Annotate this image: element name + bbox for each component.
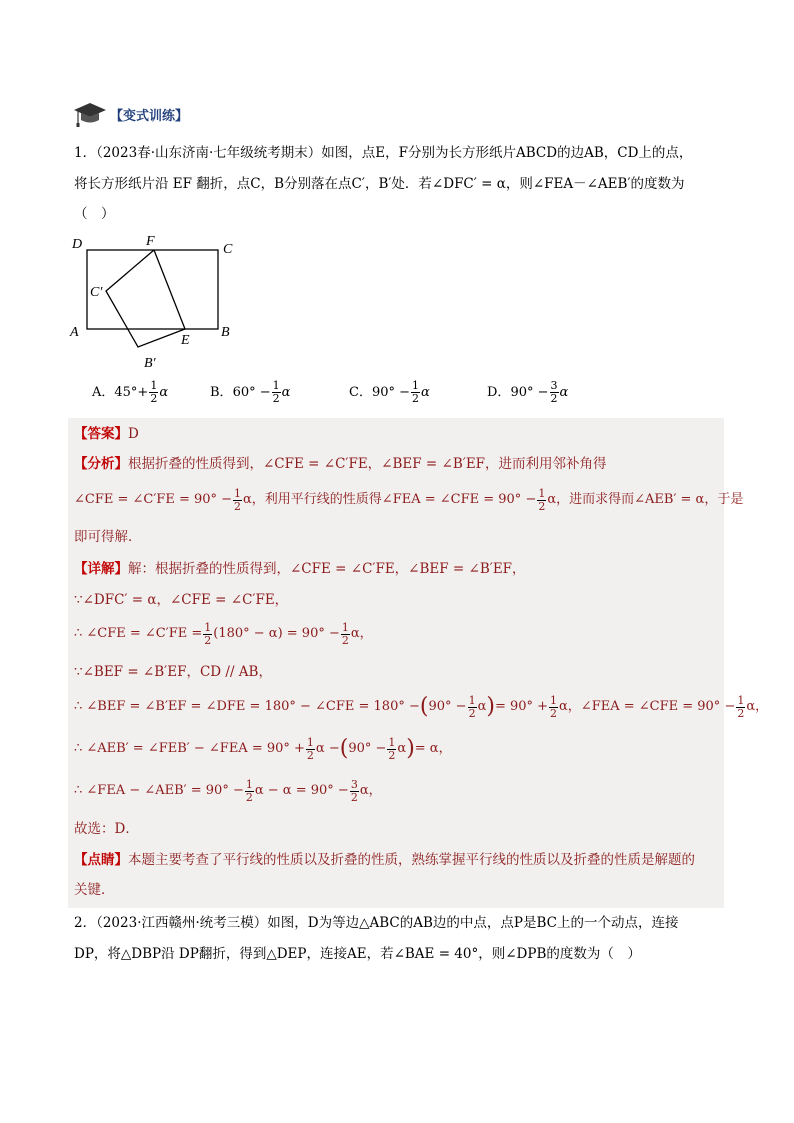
detail-line-2: ∵∠DFC′ = α，∠CFE = ∠C′FE， <box>74 592 289 608</box>
analysis-line-3: 即可得解． <box>74 529 142 545</box>
fraction: $\frac{1}{2}$ <box>341 620 349 647</box>
fraction: $\frac{1}{2}$ <box>306 735 314 762</box>
analysis-line-1: 【分析】根据折叠的性质得到，∠CFE = ∠C′FE，∠BEF = ∠B′EF，进而利用邻补角得 <box>74 456 607 472</box>
q1-line-1: 1．（2023春·山东济南·七年级统考期末）如图，点E，F分别为长方形纸片ABCD的边AB，CD上的点， <box>74 145 693 161</box>
detail-line-5: ∴ ∠BEF = ∠B′EF = ∠DFE = 180° − ∠CFE = 180° −(90° − $\frac{1}{2}$ α)= 90° + $\frac{1}{2}$ α，∠FEA = ∠CFE = 90° − $\frac{1}{2}$ α， <box>74 693 769 720</box>
detail-line-4: ∵∠BEF = ∠B′EF，CD // AB， <box>74 664 272 680</box>
label-b-prime: B′ <box>144 356 156 371</box>
q1-line-3: （ ） <box>74 206 115 222</box>
label-c-prime: C′ <box>90 285 103 300</box>
label-d: D <box>72 237 83 252</box>
comment-line-2: 关键． <box>74 882 115 898</box>
fraction: $\frac{1}{2}$ <box>468 693 476 720</box>
graduation-cap-icon <box>72 100 108 128</box>
option-b[interactable]: B．60° − $\frac{1}{2}$ α <box>210 379 291 405</box>
fraction: $\frac{1}{2}$ <box>388 735 396 762</box>
rectangle-abcd <box>87 250 218 329</box>
label-a: A <box>70 325 79 340</box>
fraction: $\frac{3}{2}$ <box>350 777 358 804</box>
answer-line <box>74 424 139 444</box>
q1-figure <box>60 228 250 374</box>
fraction: $\frac{1}{2}$ <box>737 693 745 720</box>
answer-value: D <box>128 426 139 442</box>
fraction: $\frac{1}{2}$ <box>538 486 546 513</box>
detail-line-7: ∴ ∠FEA − ∠AEB′ = 90° − $\frac{1}{2}$ α − α = 90° − $\frac{3}{2}$ α， <box>74 777 382 804</box>
header-label: 【变式训练】 <box>110 109 189 124</box>
comment-line-1: 【点睛】本题主要考查了平行线的性质以及折叠的性质，熟练掌握平行线的性质以及折叠的性质是解题的 <box>74 852 695 868</box>
fraction: $\frac{1}{2}$ <box>150 379 158 405</box>
fraction: $\frac{1}{2}$ <box>204 620 212 647</box>
label-f: F <box>146 234 155 249</box>
detail-line-1: 【详解】解：根据折叠的性质得到，∠CFE = ∠C′FE，∠BEF = ∠B′EF， <box>74 561 526 577</box>
label-b: B <box>221 325 230 340</box>
fraction: $\frac{1}{2}$ <box>412 379 420 405</box>
fraction: $\frac{1}{2}$ <box>234 486 242 513</box>
q1-line-2: 将长方形纸片沿 EF 翻折，点C，B分别落在点C′，B′处．若∠DFC′ = α，则∠FEA－∠AEB′的度数为 <box>74 176 685 192</box>
fraction: $\frac{1}{2}$ <box>272 379 280 405</box>
q2-line-2: DP，将△DBP沿 DP翻折，得到△DEP，连接AE，若∠BAE = 40°，则∠DPB的度数为（ ） <box>74 946 641 962</box>
comment-tag: 【点睛】 <box>74 852 128 868</box>
detail-tag: 【详解】 <box>74 561 128 577</box>
fraction: $\frac{1}{2}$ <box>550 693 558 720</box>
answer-tag: 【答案】 <box>74 426 128 442</box>
analysis-tag: 【分析】 <box>74 456 128 472</box>
folded-part <box>106 250 185 347</box>
q2-line-1: 2．（2023·江西赣州·统考三模）如图，D为等边△ABC的AB边的中点，点P是BC上的一个动点，连接 <box>74 915 679 931</box>
detail-line-6: ∴ ∠AEB′ = ∠FEB′ − ∠FEA = 90° + $\frac{1}{2}$ α −(90° − $\frac{1}{2}$ α)= α， <box>74 735 452 762</box>
fraction: $\frac{1}{2}$ <box>245 777 253 804</box>
label-e: E <box>181 333 190 348</box>
detail-line-3: ∴ ∠CFE = ∠C′FE = $\frac{1}{2}$ (180° − α) = 90° − $\frac{1}{2}$ α， <box>74 620 373 647</box>
label-c: C <box>223 242 233 257</box>
option-d[interactable]: D．90° − $\frac{3}{2}$ α <box>487 379 569 405</box>
analysis-line-2: ∠CFE = ∠C′FE = 90° − $\frac{1}{2}$ α，利用平行线的性质得∠FEA = ∠CFE = 90° − $\frac{1}{2}$ α，进而求得而∠AEB′ = α，于是 <box>74 486 744 513</box>
fraction: $\frac{3}{2}$ <box>550 379 558 405</box>
option-a[interactable]: A．45°+ $\frac{1}{2}$ α <box>92 379 169 405</box>
option-c[interactable]: C．90° − $\frac{1}{2}$ α <box>349 379 430 405</box>
detail-line-8: 故选：D． <box>74 821 139 837</box>
